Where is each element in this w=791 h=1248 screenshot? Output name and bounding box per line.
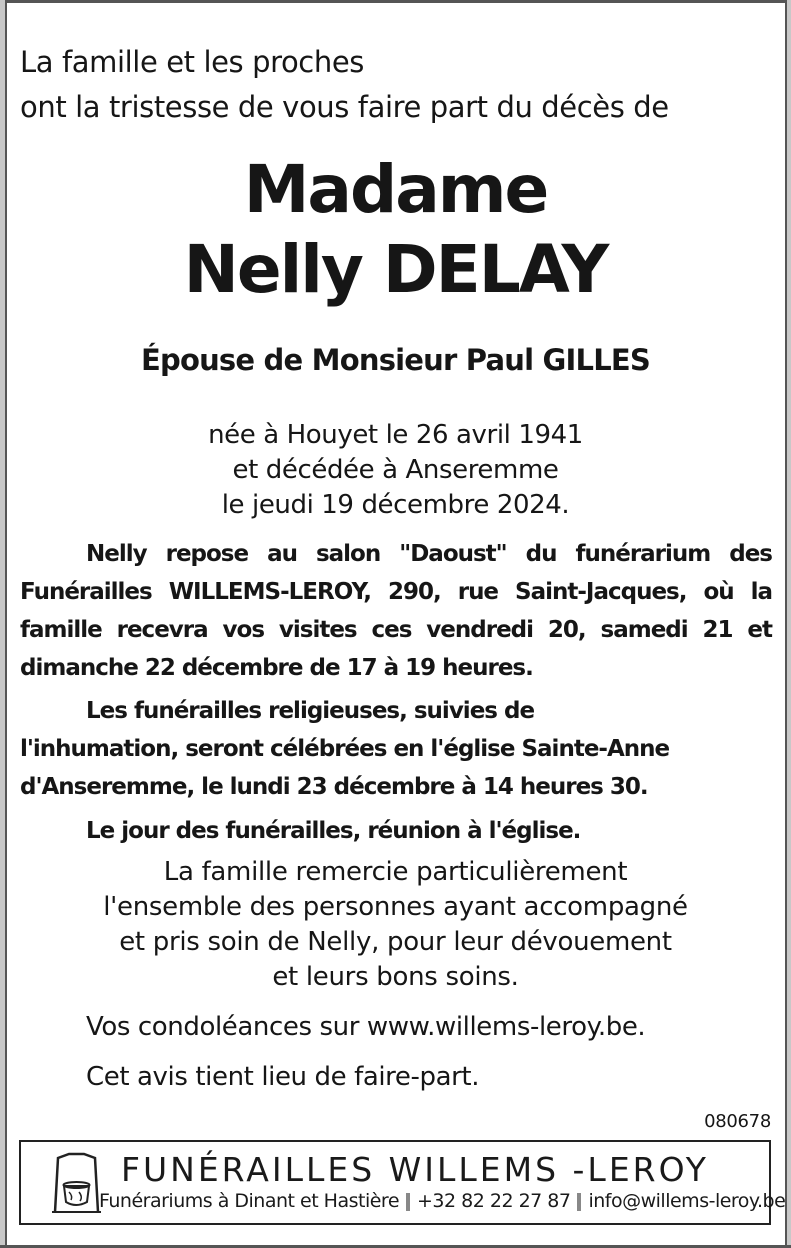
death-place: et décédée à Anseremme (232, 455, 559, 485)
intro-line-2: ont la tristesse de vous faire part du décès de (20, 90, 669, 124)
company-name: FUNÉRAILLES WILLEMS -LEROY (121, 1150, 709, 1189)
thanks-line-4: et leurs bons soins. (272, 962, 519, 992)
frame-border-top (0, 0, 791, 3)
thanks-line-2: l'ensemble des personnes ayant accompagné (103, 892, 688, 922)
funeral-line-3: d'Anseremme, le lundi 23 décembre à 14 heures 30. (20, 774, 648, 800)
contact-info (99, 1190, 785, 1212)
locations-text: Funérariums à Dinant et Hastière (99, 1190, 400, 1212)
death-date: le jeudi 19 décembre 2024. (221, 490, 570, 520)
intro-line-1: La famille et les proches (20, 45, 364, 79)
birth-date: née à Houyet le 26 avril 1941 (208, 420, 583, 450)
deceased-title: Madame (243, 151, 548, 228)
separator-bar (406, 1193, 410, 1211)
faire-part-line: Cet avis tient lieu de faire-part. (86, 1062, 480, 1092)
funeral-line-2: l'inhumation, seront célébrées en l'église Sainte-Anne (20, 736, 670, 762)
thanks-line-3: et pris soin de Nelly, pour leur dévouement (119, 927, 672, 957)
thanks-line-1: La famille remercie particulièrement (163, 857, 628, 887)
separator-bar (577, 1193, 581, 1211)
spouse-line: Épouse de Monsieur Paul GILLES (140, 343, 650, 377)
funeral-line-1: Les funérailles religieuses, suivies de (86, 698, 535, 724)
condolences-line: Vos condoléances sur www.willems-leroy.be. (86, 1012, 646, 1042)
visitation-paragraph: Nelly repose au salon "Daoust" du funérarium des Funérailles WILLEMS-LEROY, 290, rue Saint-Jacques, où la famille recevra vos visites ces vendredi 20, samedi 21 et dimanche 22 décembre de 17 à 19 heures. (20, 541, 772, 681)
phone-number: +32 82 22 27 87 (417, 1190, 571, 1212)
deceased-name: Nelly DELAY (183, 231, 608, 308)
thanks-paragraph (0, 855, 791, 995)
birth-death-dates (0, 418, 791, 523)
funeral-urn-logo-icon (49, 1152, 104, 1215)
intro-text (20, 40, 770, 130)
deceased-name-block (0, 150, 791, 310)
email-address: info@willems-leroy.be (588, 1190, 786, 1212)
reference-number: 080678 (704, 1111, 771, 1132)
meeting-paragraph: Le jour des funérailles, réunion à l'église. (86, 818, 581, 844)
funeral-paragraph (20, 692, 772, 806)
funeral-home-footer (19, 1140, 786, 1225)
